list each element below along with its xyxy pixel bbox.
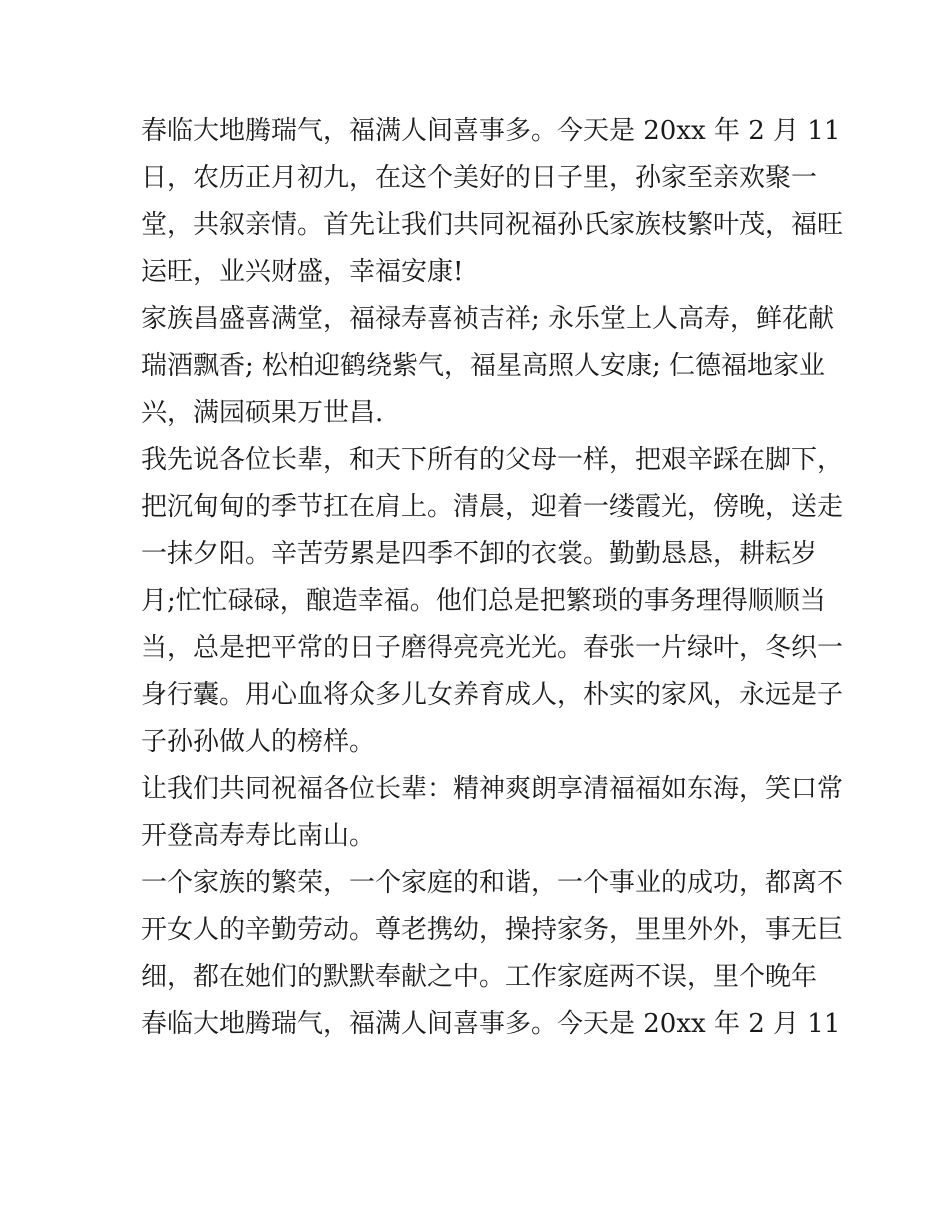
- text-line: 细，都在她们的默默奉献之中。工作家庭两不误，里个晚年: [141, 962, 818, 992]
- text-line: 一抹夕阳。辛苦劳累是四季不卸的衣裳。勤勤恳恳，耕耘岁: [141, 539, 818, 569]
- text-line: 春临大地腾瑞气，福满人间喜事多。今天是 20xx 年 2 月 11: [141, 116, 841, 146]
- text-line: 身行囊。用心血将众多儿女养育成人，朴实的家风，永远是子: [141, 680, 844, 710]
- text-line: 我先说各位长辈，和天下所有的父母一样，把艰辛踩在脚下，: [141, 445, 844, 475]
- text-line: 当，总是把平常的日子磨得亮亮光光。春张一片绿叶，冬织一: [141, 633, 844, 663]
- text-line: 开登高寿寿比南山。: [141, 821, 376, 851]
- text-line: 瑞酒飘香; 松柏迎鹤绕紫气，福星高照人安康; 仁德福地家业: [141, 351, 826, 381]
- text-line: 一个家族的繁荣，一个家庭的和谐，一个事业的成功，都离不: [141, 868, 844, 898]
- text-line: 兴，满园硕果万世昌.: [141, 398, 384, 428]
- text-line: 把沉甸甸的季节扛在肩上。清晨，迎着一缕霞光，傍晚，送走: [141, 492, 844, 522]
- text-line: 子孙孙做人的榜样。: [141, 727, 376, 757]
- text-line: 月;忙忙碌碌，酿造幸福。他们总是把繁琐的事务理得顺顺当: [141, 586, 826, 616]
- text-line: 日，农历正月初九，在这个美好的日子里，孙家至亲欢聚一: [141, 163, 818, 193]
- text-line: 堂，共叙亲情。首先让我们共同祝福孙氏家族枝繁叶茂，福旺: [141, 210, 844, 240]
- text-line: 春临大地腾瑞气，福满人间喜事多。今天是 20xx 年 2 月 11: [141, 1009, 841, 1039]
- document-body: [141, 108, 844, 1048]
- text-line: 开女人的辛勤劳动。尊老携幼，操持家务，里里外外，事无巨: [141, 915, 844, 945]
- text-line: 家族昌盛喜满堂，福禄寿喜祯吉祥; 永乐堂上人高寿，鲜花献: [141, 304, 835, 334]
- text-line: 运旺，业兴财盛，幸福安康!: [141, 257, 464, 287]
- text-line: 让我们共同祝福各位长辈：精神爽朗享清福福如东海，笑口常: [141, 774, 844, 804]
